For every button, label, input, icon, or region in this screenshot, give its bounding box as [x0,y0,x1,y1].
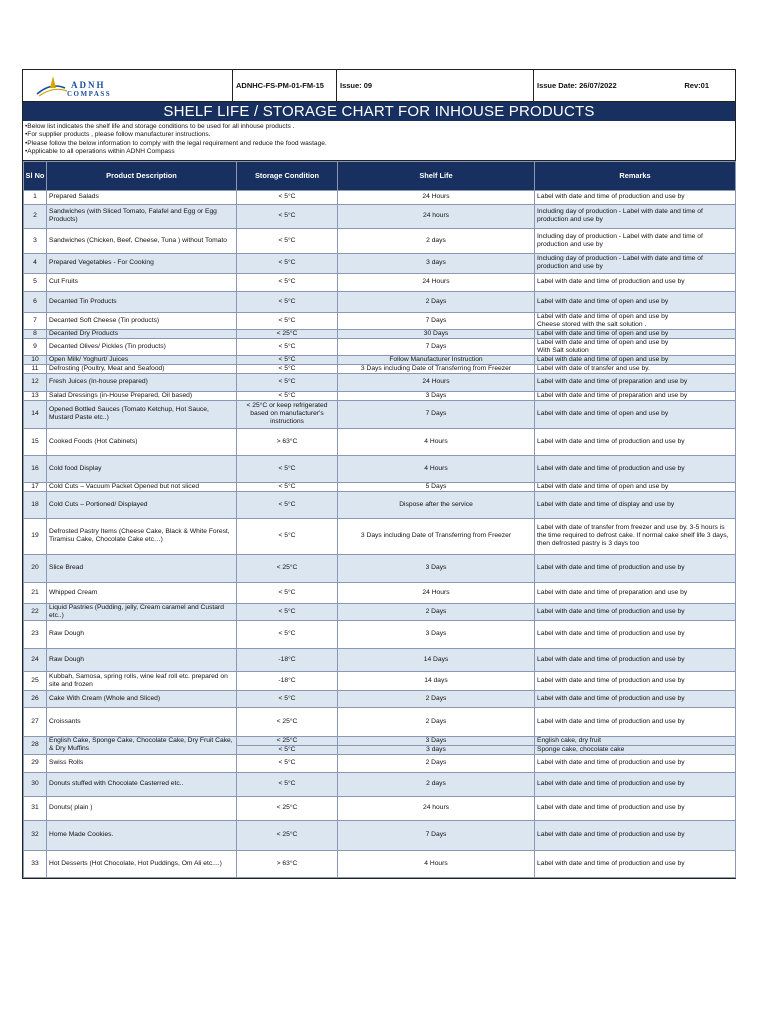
product-description: Defrosting (Poultry, Meat and Seafood) [47,364,237,373]
notes [23,121,735,161]
row-number: 27 [24,707,47,736]
product-description: English Cake, Sponge Cake, Chocolate Cake, Dry Fruit Cake, & Dry Muffins [47,736,237,754]
remarks: Label with date of transfer from freezer and use by. 3-5 hours is the time required to defrost cake. If normal cake shelf life 3 days, then defrosted pastry is 3 days too [535,518,736,554]
shelf-life: 7 Days [338,400,535,428]
svg-text:ADNH: ADNH [71,80,106,90]
row-number: 6 [24,291,47,312]
row-number: 11 [24,364,47,373]
remarks: Label with date and time of open and use by [535,355,736,364]
page-title: SHELF LIFE / STORAGE CHART FOR INHOUSE PRODUCTS [23,102,735,121]
storage-condition: > 63°C [237,850,338,877]
remarks: Label with date and time of production and use by [535,690,736,707]
shelf-life: 2 days [338,772,535,796]
table-row [24,253,736,273]
svg-text:COMPASS: COMPASS [67,90,112,98]
table-row [24,491,736,518]
remarks: Label with date and time of production and use by [535,648,736,671]
shelf-life: 2 Days [338,707,535,736]
row-number: 17 [24,482,47,491]
product-description: Liquid Pastries (Pudding, jelly, Cream caramel and Custard etc..) [47,603,237,620]
table-row [24,850,736,877]
storage-condition: < 5°C [237,291,338,312]
remarks: Label with date and time of production and use by [535,850,736,877]
storage-condition: -18°C [237,671,338,690]
product-description: Slice Bread [47,554,237,582]
row-number: 21 [24,582,47,603]
row-number: 1 [24,190,47,204]
remarks: Label with date and time of production and use by [535,796,736,820]
row-number: 24 [24,648,47,671]
storage-condition: < 25°C or keep refrigerated based on manufacturer's instructions [237,400,338,428]
table-row [24,428,736,455]
product-description: Hot Desserts (Hot Chocolate, Hot Puddings, Om Ali etc....) [47,850,237,877]
remarks: Sponge cake, chocolate cake [535,745,736,754]
remarks: Label with date and time of open and use by [535,329,736,338]
storage-condition: < 5°C [237,745,338,754]
storage-condition: < 25°C [237,820,338,850]
row-number: 10 [24,355,47,364]
table-row [24,648,736,671]
remarks: Including day of production - Label with date and time of production and use by [535,253,736,273]
table-row [24,391,736,400]
row-number: 32 [24,820,47,850]
storage-condition: < 5°C [237,754,338,772]
storage-condition: < 5°C [237,228,338,253]
product-description: Prepared Vegetables - For Cooking [47,253,237,273]
storage-condition: < 5°C [237,355,338,364]
table-row [24,707,736,736]
shelf-life: Dispose after the service [338,491,535,518]
product-description: Decanted Soft Cheese (Tin products) [47,312,237,329]
shelf-life: 2 Days [338,690,535,707]
storage-condition: < 25°C [237,329,338,338]
product-description: Salad Dressings (in-House Prepared, Oil based) [47,391,237,400]
remarks: Label with date and time of production and use by [535,428,736,455]
shelf-life: 3 Days [338,620,535,648]
note-line: •Applicable to all operations within ADNH Compass [25,148,175,156]
shelf-life: 5 Days [338,482,535,491]
table-row [24,312,736,329]
shelf-life: 2 Days [338,603,535,620]
row-number: 29 [24,754,47,772]
remarks: Label with date of transfer and use by. [535,364,736,373]
table-row [24,400,736,428]
storage-condition: < 5°C [237,491,338,518]
table-row [24,603,736,620]
issue-number: Issue: 09 [337,70,534,101]
row-number: 23 [24,620,47,648]
remarks: Label with date and time of open and use by [535,291,736,312]
row-number: 28 [24,736,47,754]
storage-condition: < 5°C [237,204,338,228]
remarks: Label with date and time of production and use by [535,554,736,582]
shelf-life-table [23,161,736,878]
row-number: 14 [24,400,47,428]
remarks: Label with date and time of production and use by [535,671,736,690]
adnh-compass-logo-icon [31,72,127,99]
product-description: Home Made Cookies. [47,820,237,850]
table-row [24,620,736,648]
table-row [24,518,736,554]
storage-condition: < 5°C [237,364,338,373]
table-row [24,796,736,820]
shelf-life: 3 Days [338,736,535,745]
storage-condition: < 5°C [237,603,338,620]
storage-condition: < 5°C [237,190,338,204]
row-number: 5 [24,273,47,291]
col-header-remarks: Remarks [535,161,736,190]
shelf-life: 4 Hours [338,850,535,877]
table-row [24,373,736,391]
shelf-life: 3 Days including Date of Transferring from Freezer [338,518,535,554]
shelf-life-sheet [22,69,736,879]
row-number: 15 [24,428,47,455]
row-number: 16 [24,455,47,482]
storage-condition: < 5°C [237,373,338,391]
table-row [24,736,736,745]
shelf-life: 3 Days [338,391,535,400]
shelf-life: 24 Hours [338,273,535,291]
product-description: Raw Dough [47,620,237,648]
table-header-row [24,161,736,190]
shelf-life: 3 Days [338,554,535,582]
product-description: Cooked Foods (Hot Cabinets) [47,428,237,455]
remarks: Label with date and time of open and use by [535,482,736,491]
row-number: 8 [24,329,47,338]
issue-date: Issue Date: 26/07/2022 [537,81,617,90]
remarks: Label with date and time of production and use by [535,754,736,772]
product-description: Fresh Juices (In-house prepared) [47,373,237,391]
shelf-life: 4 Hours [338,455,535,482]
product-description: Swiss Rolls [47,754,237,772]
row-number: 4 [24,253,47,273]
product-description: Open Milk/ Yoghurt/ Juices [47,355,237,364]
remarks: Label with date and time of preparation and use by [535,373,736,391]
table-row [24,355,736,364]
product-description: Kubbah, Samosa, spring rolls, wine leaf roll etc. prepared on site and frozen [47,671,237,690]
shelf-life: 24 hours [338,204,535,228]
table-row [24,364,736,373]
remarks: Label with date and time of display and use by [535,491,736,518]
remarks: Label with date and time of production and use by [535,455,736,482]
remarks: Label with date and time of preparation and use by [535,582,736,603]
shelf-life: 3 Days including Date of Transferring from Freezer [338,364,535,373]
table-row [24,671,736,690]
shelf-life: 30 Days [338,329,535,338]
remarks: Label with date and time of production and use by [535,603,736,620]
shelf-life: 3 days [338,745,535,754]
issue-date-cell [534,70,737,101]
col-header-shelf-life: Shelf Life [338,161,535,190]
remarks: Label with date and time of production and use by [535,820,736,850]
product-description: Cake With Cream (Whole and Sliced) [47,690,237,707]
shelf-life: 24 Hours [338,190,535,204]
logo-cell [23,70,233,101]
table-row [24,820,736,850]
product-description: Opened Bottled Sauces (Tomato Ketchup, Hot Sauce, Mustard Paste etc..) [47,400,237,428]
col-header-sl-no: Sl No [24,161,47,190]
note-line: •Please follow the below information to comply with the legal requirement and reduce the food wastage. [25,139,327,147]
product-description: Decanted Dry Products [47,329,237,338]
row-number: 7 [24,312,47,329]
remarks: Label with date and time of open and use by [535,400,736,428]
remarks: Label with date and time of preparation and use by [535,391,736,400]
table-row [24,772,736,796]
row-number: 26 [24,690,47,707]
revision: Rev:01 [684,81,709,90]
storage-condition: < 5°C [237,273,338,291]
table-row [24,338,736,355]
shelf-life: 2 Days [338,754,535,772]
remarks: Label with date and time of production and use by [535,190,736,204]
table-row [24,329,736,338]
shelf-life: 14 Days [338,648,535,671]
row-number: 25 [24,671,47,690]
remarks: Label with date and time of production and use by [535,273,736,291]
table-body [24,190,736,877]
product-description: Cold Cuts – Portioned/ Displayed [47,491,237,518]
product-description: Donuts stuffed with Chocolate Casterred etc.. [47,772,237,796]
row-number: 12 [24,373,47,391]
shelf-life: 3 days [338,253,535,273]
table-row [24,228,736,253]
remarks: Label with date and time of production and use by [535,707,736,736]
product-description: Cut Fruits [47,273,237,291]
storage-condition: < 25°C [237,736,338,745]
row-number: 30 [24,772,47,796]
storage-condition: < 5°C [237,620,338,648]
row-number: 9 [24,338,47,355]
shelf-life: 2 days [338,228,535,253]
remarks: English cake, dry fruit [535,736,736,745]
remarks: Label with date and time of open and use by Cheese stored with the salt solution . [535,312,736,329]
storage-condition: < 25°C [237,707,338,736]
shelf-life: 4 Hours [338,428,535,455]
storage-condition: -18°C [237,648,338,671]
table-row [24,690,736,707]
product-description: Raw Dough [47,648,237,671]
storage-condition: < 5°C [237,482,338,491]
storage-condition: < 5°C [237,338,338,355]
row-number: 22 [24,603,47,620]
storage-condition: < 5°C [237,391,338,400]
table-row [24,204,736,228]
product-description: Cold Cuts – Vacuum Packet Opened but not sliced [47,482,237,491]
storage-condition: < 5°C [237,518,338,554]
row-number: 31 [24,796,47,820]
row-number: 3 [24,228,47,253]
shelf-life: 24 Hours [338,373,535,391]
storage-condition: > 63°C [237,428,338,455]
note-line: •Below list indicates the shelf life and storage conditions to be used for all inhouse products . [25,123,295,130]
row-number: 20 [24,554,47,582]
product-description: Decanted Tin Products [47,291,237,312]
row-number: 2 [24,204,47,228]
document-header [23,70,735,102]
table-row [24,482,736,491]
table-row [24,554,736,582]
remarks: Label with date and time of production and use by [535,772,736,796]
shelf-life: Follow Manufacturer Instruction [338,355,535,364]
storage-condition: < 5°C [237,690,338,707]
remarks: Including day of production - Label with date and time of production and use by [535,228,736,253]
product-description: Whipped Cream [47,582,237,603]
row-number: 19 [24,518,47,554]
shelf-life: 7 Days [338,338,535,355]
storage-condition: < 25°C [237,796,338,820]
product-description: Donuts( plain ) [47,796,237,820]
table-row [24,190,736,204]
row-number: 33 [24,850,47,877]
shelf-life: 24 Hours [338,582,535,603]
note-line: •For supplier products , please follow manufacturer instructions. [25,131,211,139]
table-row [24,291,736,312]
row-number: 13 [24,391,47,400]
shelf-life: 7 Days [338,312,535,329]
product-description: Decanted Olives/ Pickles (Tin products) [47,338,237,355]
table-row [24,582,736,603]
product-description: Cold food Display [47,455,237,482]
storage-condition: < 5°C [237,312,338,329]
storage-condition: < 25°C [237,554,338,582]
shelf-life: 24 hours [338,796,535,820]
product-description: Prepared Salads [47,190,237,204]
shelf-life: 2 Days [338,291,535,312]
table-row [24,455,736,482]
remarks: Label with date and time of production and use by [535,620,736,648]
doc-code: ADNHC-FS-PM-01-FM-15 [233,70,337,101]
shelf-life: 7 Days [338,820,535,850]
row-number: 18 [24,491,47,518]
storage-condition: < 5°C [237,772,338,796]
product-description: Sandwiches (Chicken, Beef, Cheese, Tuna ) without Tomato [47,228,237,253]
table-row [24,754,736,772]
product-description: Sandwiches (with Sliced Tomato, Falafel and Egg or Egg Products) [47,204,237,228]
remarks: Including day of production - Label with date and time of production and use by [535,204,736,228]
col-header-storage: Storage Condition [237,161,338,190]
product-description: Defrosted Pastry Items (Cheese Cake, Black & White Forest, Tiramisu Cake, Chocolate Cake etc…) [47,518,237,554]
table-row [24,273,736,291]
shelf-life: 14 days [338,671,535,690]
storage-condition: < 5°C [237,582,338,603]
col-header-product: Product Description [47,161,237,190]
storage-condition: < 5°C [237,253,338,273]
remarks: Label with date and time of open and use by With Salt solution [535,338,736,355]
product-description: Croissants [47,707,237,736]
storage-condition: < 5°C [237,455,338,482]
